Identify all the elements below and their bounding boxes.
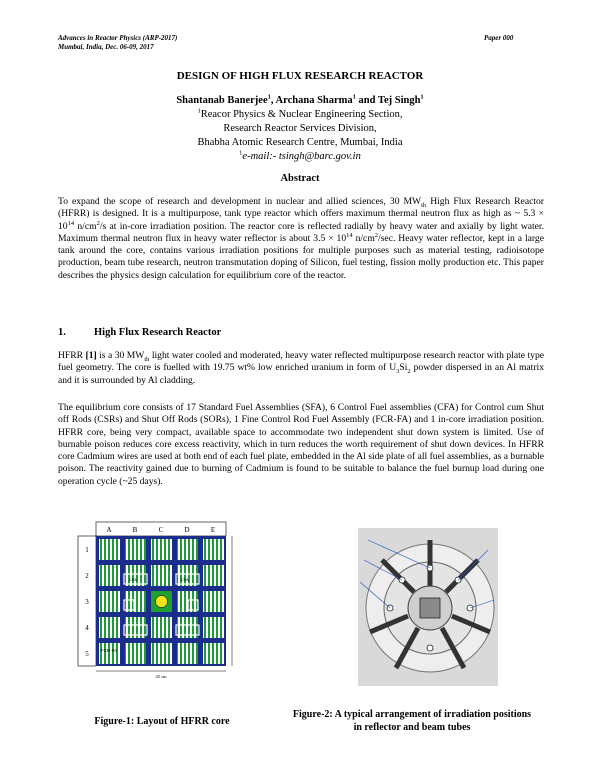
abstract-heading: Abstract — [280, 173, 320, 184]
cfa-label: CFA — [129, 577, 137, 582]
author-list — [0, 95, 600, 106]
fcr-fa-label: FCR-FA — [101, 648, 118, 653]
conference-name: Advances in Reactor Physics (ARP-2017) — [58, 34, 178, 42]
author-3: Tej Singh — [377, 95, 421, 106]
section-title: High Flux Research Reactor — [94, 327, 222, 338]
section-number: 1. — [58, 327, 66, 338]
citation[interactable]: [1] — [85, 350, 97, 361]
svg-text:45 cm: 45 cm — [155, 674, 167, 679]
conference-header — [58, 34, 177, 52]
col-label: D — [184, 526, 190, 534]
author-separator: and — [355, 95, 378, 106]
figure-1-core-layout — [76, 519, 246, 679]
affiliation-line-3: Bhabha Atomic Research Centre, Mumbai, India — [197, 137, 403, 148]
paper-title: DESIGN OF HIGH FLUX RESEARCH REACTOR — [176, 70, 424, 82]
abstract-body: To expand the scope of research and development in nuclear and allied sciences, 30 $MW_{th}$ High Flux Research Reactor (HFRR) is designed. It is a multipurpose, tank type reactor which offers maximum thermal neutron flux as high as ~ $5.3 \times 10^{14}$ $n/cm^2/s$ at in-core irradiation position. The reactor core is reflected radially by heavy water and axially by light water. Maximum thermal neutron flux in heavy water reflector is about $3.5 \times 10^{14}$ $n/cm^2/\sec$. Heavy water reflector, kept in a large tank around the core, contains various irradiation positions for multiple purposes such as material testing, radioisotope production, beam tube research, neutron transmutation doping of Silicon, fuel testing, fission molly production etc. This paper describes the physics design calculation for equilibrium core of the reactor. — [58, 196, 544, 281]
cfa-label: CFA — [181, 577, 189, 582]
column-labels — [96, 522, 226, 536]
author-3-affil: 1 — [420, 93, 424, 101]
row-label: 1 — [85, 546, 89, 554]
contact-email: $^1$e-mail:- tsingh@barc.gov.in — [239, 149, 361, 162]
author-separator: , — [270, 95, 276, 106]
paper-number: Paper 000 — [484, 34, 514, 42]
author-1-affil: 1 — [267, 93, 271, 101]
section-heading — [58, 327, 221, 338]
figure-2-caption — [262, 708, 562, 734]
affiliation-line-1: $^1$Reacor Physics & Nuclear Engineering Section, — [197, 107, 403, 120]
figure-1-caption: Figure-1: Layout of HFRR core — [94, 716, 230, 727]
row-label: 3 — [85, 598, 89, 606]
affiliation-marker: 1 — [197, 107, 201, 115]
email-marker: 1 — [239, 149, 243, 157]
figure-2-caption-line-1: Figure-2: A typical arrangement of irradiation positions — [292, 709, 532, 720]
conference-location: Mumbai, India, Dec. 06-09, 2017 — [58, 43, 154, 51]
affiliation-line-2: Research Reactor Services Division, — [223, 123, 377, 134]
row-label: 4 — [85, 624, 89, 632]
figure-2-caption-line-2: in reflector and beam tubes — [353, 722, 471, 733]
col-label: B — [132, 526, 138, 534]
col-label: E — [210, 526, 216, 534]
figure-2-reflector-arrangement — [338, 520, 508, 690]
irradiation-position-marker — [156, 596, 168, 608]
col-label: A — [106, 526, 112, 534]
author-2: Archana Sharma — [275, 95, 353, 106]
row-label: 5 — [85, 650, 89, 658]
row-label: 2 — [85, 572, 89, 580]
author-2-affil: 1 — [352, 93, 356, 101]
section-paragraph-1: HFRR [1] is a 30 $MW_{th}$ light water cooled and moderated, heavy water reflected multipurpose research reactor with plate type fuel geometry. The core is fuelled with 19.75 wt% low enriched uranium in form of $U_3Si_2$ powder dispersed in an Al matrix and it is surrounded by Al cladding. — [58, 350, 544, 386]
col-label: C — [158, 526, 164, 534]
row-labels — [78, 536, 96, 666]
section-paragraph-2: The equilibrium core consists of 17 Standard Fuel Assemblies (SFA), 6 Control Fuel assemblies (CFA) for Control cum Shut off Rods (CSRs) and Shut Off Rods (SORs), 1 Fine Control Rod Fuel Assembly (FCR-FA) and 1 in-core irradiation position. HFRR core, being very compact, available space to accommodate two independent shut down system is limited. Use of burnable poison reduces core excess reactivity, which in turn reduces the worth requirement of shut down devices. In HFRR core Cadmium wires are used at both end of each fuel plate, embedded in the Al side plate of all fuel assemblies, as a burnable poison. The reactivity gained due to burning of Cadmium is found to be suitable to balance the fuel burnup load during one operation cycle (~25 days). — [58, 402, 544, 487]
author-1: Shantanab Banerjee — [176, 95, 268, 106]
affiliation — [0, 108, 600, 164]
